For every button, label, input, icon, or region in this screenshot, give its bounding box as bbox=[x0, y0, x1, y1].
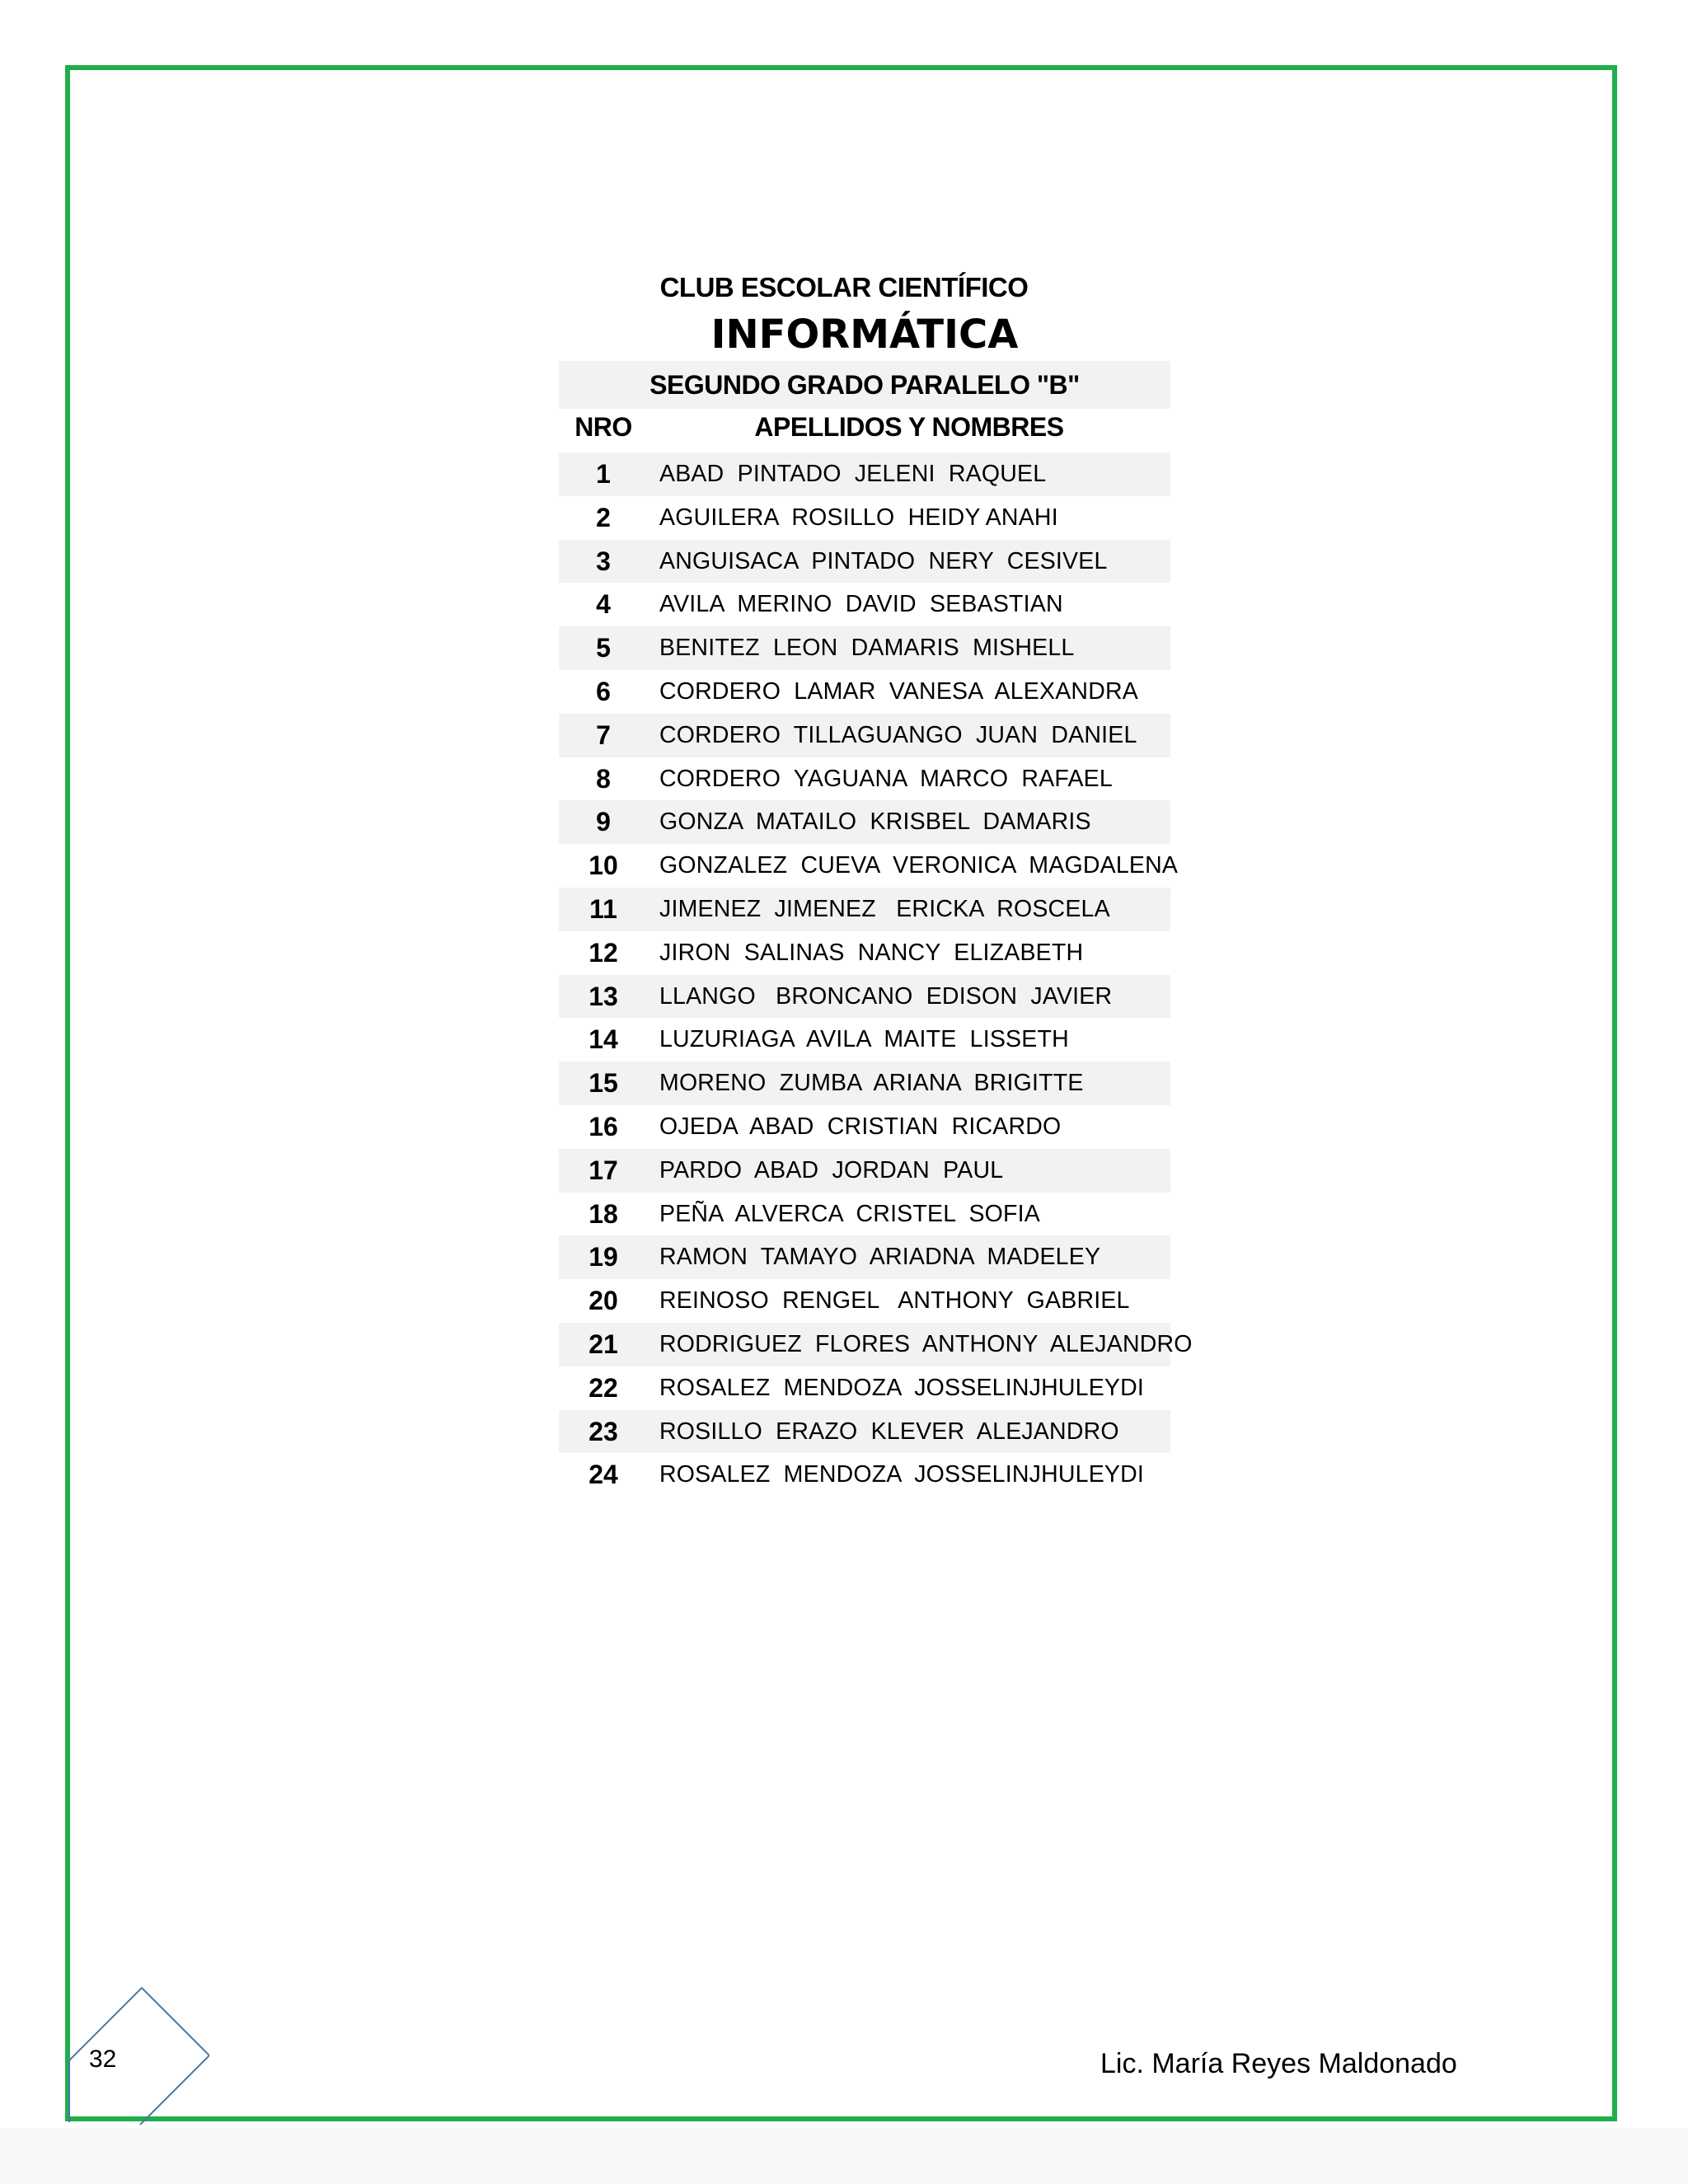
row-number: 5 bbox=[596, 633, 611, 663]
table-row bbox=[559, 1279, 1170, 1323]
table-row bbox=[559, 1323, 1193, 1366]
student-name: MORENO ZUMBA ARIANA BRIGITTE bbox=[659, 1070, 1084, 1097]
table-row bbox=[559, 452, 1170, 496]
table-row bbox=[559, 844, 1179, 888]
section-title: SEGUNDO GRADO PARALELO "B" bbox=[649, 370, 1080, 400]
student-name: RODRIGUEZ FLORES ANTHONY ALEJANDRO bbox=[659, 1330, 1193, 1357]
student-name: AVILA MERINO DAVID SEBASTIAN bbox=[659, 591, 1063, 618]
student-name: ROSILLO ERAZO KLEVER ALEJANDRO bbox=[659, 1418, 1119, 1445]
table-row bbox=[559, 800, 1170, 844]
table-row bbox=[559, 540, 1170, 583]
student-name: CORDERO YAGUANA MARCO RAFAEL bbox=[659, 765, 1113, 792]
row-number: 22 bbox=[588, 1372, 618, 1403]
table-row bbox=[559, 670, 1170, 714]
student-name: RAMON TAMAYO ARIADNA MADELEY bbox=[659, 1244, 1101, 1271]
student-name: JIRON SALINAS NANCY ELIZABETH bbox=[659, 939, 1084, 966]
row-number: 18 bbox=[588, 1198, 618, 1229]
student-name: ROSALEZ MENDOZA JOSSELINJHULEYDI bbox=[659, 1374, 1145, 1401]
author-name: Lic. María Reyes Maldonado bbox=[1100, 2048, 1457, 2079]
row-number: 16 bbox=[588, 1111, 618, 1141]
table-row bbox=[559, 1105, 1170, 1149]
student-name: GONZALEZ CUEVA VERONICA MAGDALENA bbox=[659, 852, 1179, 879]
student-name: AGUILERA ROSILLO HEIDY ANAHI bbox=[659, 504, 1058, 531]
table-row bbox=[559, 714, 1170, 757]
row-number: 10 bbox=[588, 851, 618, 881]
column-header-name: APELLIDOS Y NOMBRES bbox=[754, 412, 1064, 442]
row-number: 7 bbox=[596, 719, 611, 750]
table-row bbox=[559, 1018, 1170, 1062]
table-row bbox=[559, 1366, 1170, 1410]
student-name: ABAD PINTADO JELENI RAQUEL bbox=[659, 461, 1047, 487]
row-number: 19 bbox=[588, 1242, 618, 1272]
table-row bbox=[559, 496, 1170, 540]
diamond-outline-icon bbox=[61, 1978, 209, 2126]
table-row bbox=[559, 583, 1170, 626]
row-number: 14 bbox=[588, 1024, 618, 1055]
student-name: CORDERO LAMAR VANESA ALEXANDRA bbox=[659, 677, 1138, 705]
row-number: 13 bbox=[588, 981, 618, 1011]
table-row bbox=[559, 888, 1170, 931]
page-number: 32 bbox=[89, 2046, 117, 2073]
table-row bbox=[559, 975, 1170, 1019]
subject-title: INFORMÁTICA bbox=[710, 312, 1019, 358]
table-row bbox=[559, 1193, 1170, 1236]
row-number: 3 bbox=[596, 546, 611, 576]
row-number: 17 bbox=[588, 1155, 618, 1185]
table-row bbox=[559, 1062, 1170, 1105]
row-number: 9 bbox=[596, 807, 611, 837]
table-row bbox=[559, 1149, 1170, 1193]
page-bottom-band bbox=[0, 2128, 1688, 2184]
student-name: LUZURIAGA AVILA MAITE LISSETH bbox=[659, 1026, 1069, 1053]
student-name: JIMENEZ JIMENEZ ERICKA ROSCELA bbox=[659, 895, 1110, 922]
club-title: CLUB ESCOLAR CIENTÍFICO bbox=[659, 272, 1029, 302]
student-name: CORDERO TILLAGUANGO JUAN DANIEL bbox=[659, 721, 1137, 748]
column-header-number: NRO bbox=[574, 412, 632, 442]
row-number: 20 bbox=[588, 1286, 618, 1316]
student-name: GONZA MATAILO KRISBEL DAMARIS bbox=[659, 808, 1091, 836]
student-name: BENITEZ LEON DAMARIS MISHELL bbox=[659, 635, 1075, 662]
row-number: 21 bbox=[588, 1329, 618, 1359]
row-number: 15 bbox=[588, 1068, 618, 1099]
student-name: PEÑA ALVERCA CRISTEL SOFIA bbox=[659, 1200, 1040, 1227]
table-row bbox=[559, 1410, 1170, 1454]
row-number: 11 bbox=[589, 893, 617, 924]
student-name: REINOSO RENGEL ANTHONY GABRIEL bbox=[659, 1287, 1130, 1315]
student-name: PARDO ABAD JORDAN PAUL bbox=[659, 1156, 1004, 1183]
student-roster-table bbox=[559, 452, 1193, 1497]
student-name: ANGUISACA PINTADO NERY CESIVEL bbox=[659, 547, 1108, 574]
table-row bbox=[559, 1235, 1170, 1279]
row-number: 1 bbox=[596, 459, 611, 489]
student-name: LLANGO BRONCANO EDISON JAVIER bbox=[659, 982, 1113, 1010]
table-row bbox=[559, 626, 1170, 670]
student-name: ROSALEZ MENDOZA JOSSELINJHULEYDI bbox=[659, 1461, 1145, 1488]
student-name: OJEDA ABAD CRISTIAN RICARDO bbox=[659, 1113, 1062, 1140]
table-row bbox=[559, 757, 1170, 801]
row-number: 4 bbox=[596, 589, 611, 620]
row-number: 23 bbox=[588, 1416, 618, 1446]
row-number: 12 bbox=[588, 937, 618, 968]
row-number: 8 bbox=[596, 763, 611, 794]
row-number: 24 bbox=[588, 1460, 618, 1490]
row-number: 6 bbox=[596, 676, 611, 706]
table-row bbox=[559, 931, 1170, 975]
table-row bbox=[559, 1453, 1170, 1497]
row-number: 2 bbox=[596, 502, 611, 532]
